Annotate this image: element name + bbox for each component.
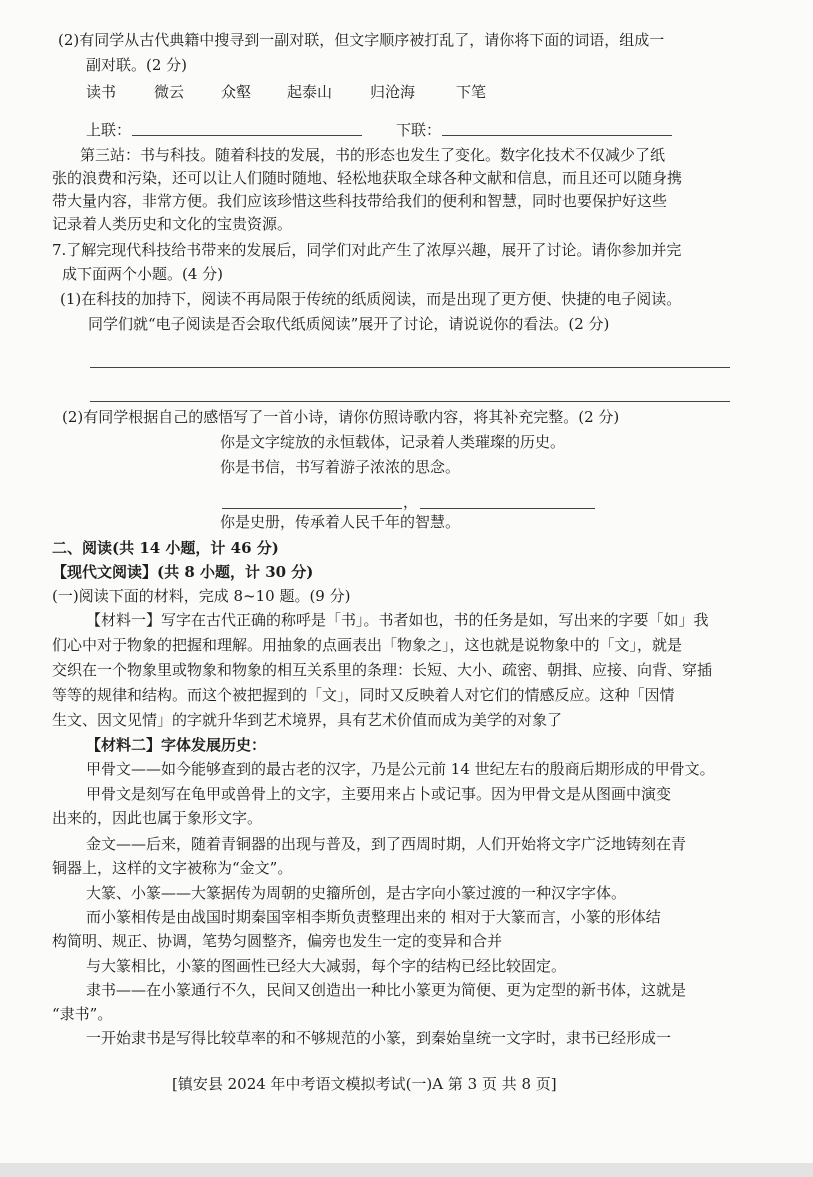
couplet-word: 下笔 (456, 83, 487, 101)
lower-couplet-answer-line[interactable] (442, 135, 672, 136)
q7-2-line1: (2)有同学根据自己的感悟写了一首小诗，请你仿照诗歌内容，将其补充完整。(2 分) (62, 408, 620, 426)
q7-1-line2: 同学们就“电子阅读是否会取代纸质阅读”展开了讨论，请说说你的看法。(2 分) (88, 315, 610, 333)
q7-1-answer-line[interactable] (90, 367, 730, 368)
q7-line1: 7.了解完现代科技给书带来的发展后，同学们对此产生了浓厚兴趣，展开了讨论。请你参加并完 (52, 241, 682, 259)
part1-intro: (一)阅读下面的材料，完成 8~10 题。(9 分) (52, 587, 351, 605)
poem-answer-line-2[interactable] (420, 508, 595, 509)
material1-line: 等等的规律和结构。而这个被把握到的「文」，同时又反映着人对它们的情感反应。这种「因情 (52, 686, 675, 704)
material2-line: 铜器上，这样的文字被称为“金文”。 (52, 859, 293, 877)
material1-line: 生文、因文见情」的字就升华到艺术境界，具有艺术价值而成为美学的对象了 (52, 711, 563, 729)
material1-line: 们心中对于物象的把握和理解。用抽象的点画表出「物象之」，这也就是说物象中的「文」，就是 (52, 636, 683, 654)
reading-section-title: 二、阅读(共 14 小题，计 46 分) (52, 539, 279, 557)
station3-line: 第三站：书与科技。随着科技的发展，书的形态也发生了变化。数字化技术不仅减少了纸 (80, 146, 666, 164)
material2-line: 大篆、小篆——大篆据传为周朝的史籀所创，是古字向小篆过渡的一种汉字字体。 (86, 884, 627, 902)
couplet-word: 读书 (86, 83, 117, 101)
q6-2-line2: 副对联。(2 分) (86, 56, 188, 74)
material2-line: 甲骨文——如今能够查到的最古老的汉字，乃是公元前 14 世纪左右的殷商后期形成的甲骨文。 (86, 760, 715, 778)
material1-line: 交织在一个物象里或物象和物象的相互关系里的条理：长短、大小、疏密、朝揖、应接、向背、穿插 (52, 661, 713, 679)
material2-line: 构简明、规正、协调，笔势匀圆整齐，偏旁也发生一定的变异和合并 (52, 932, 503, 950)
material2-line: 而小篆相传是由战国时期秦国宰相李斯负责整理出来的 相对于大篆而言，小篆的形体结 (86, 908, 661, 926)
poem-answer-line-1[interactable] (222, 508, 402, 509)
couplet-word: 众壑 (221, 83, 252, 101)
station3-line: 带大量内容，非常方便。我们应该珍惜这些科技带给我们的便利和智慧，同时也要保护好这些 (52, 192, 668, 210)
q7-line2: 成下面两个小题。(4 分) (62, 265, 224, 283)
material2-line: 金文——后来，随着青铜器的出现与普及，到了西周时期，人们开始将文字广泛地铸刻在青 (86, 835, 687, 853)
poem-answer-comma: ， (403, 493, 419, 511)
poem-line: 你是文字绽放的永恒载体，记录着人类璀璨的历史。 (220, 433, 566, 451)
upper-couplet-answer-line[interactable] (132, 135, 362, 136)
q7-1-answer-line[interactable] (90, 401, 730, 402)
poem-line: 你是史册，传承着人民千年的智慧。 (220, 513, 461, 531)
couplet-word: 归沧海 (370, 83, 416, 101)
station3-line: 记录着人类历史和文化的宝贵资源。 (52, 215, 293, 233)
couplet-word: 微云 (154, 83, 185, 101)
material2-line: 与大篆相比，小篆的图画性已经大大减弱，每个字的结构已经比较固定。 (86, 957, 567, 975)
material2-line: 出来的，因此也属于象形文字。 (52, 809, 263, 827)
material2-line: 一开始隶书是写得比较草率的和不够规范的小篆，到秦始皇统一文字时，隶书已经形成一 (86, 1029, 672, 1047)
scan-bottom-edge (0, 1163, 813, 1177)
station3-line: 张的浪费和污染，还可以让人们随时随地、轻松地获取全球各种文献和信息，而且还可以随身携 (52, 169, 683, 187)
material2-title: 【材料二】字体发展历史： (86, 736, 267, 754)
couplet-word: 起泰山 (287, 83, 333, 101)
page-footer: [镇安县 2024 年中考语文模拟考试(一)A 第 3 页 共 8 页] (172, 1075, 557, 1093)
q6-2-line1: (2)有同学从古代典籍中搜寻到一副对联，但文字顺序被打乱了，请你将下面的词语，组成一 (58, 31, 665, 49)
lower-couplet-label: 下联： (396, 121, 442, 139)
poem-line: 你是书信，书写着游子浓浓的思念。 (220, 458, 461, 476)
upper-couplet-label: 上联： (86, 121, 132, 139)
modern-reading-title: 【现代文阅读】(共 8 小题，计 30 分) (52, 563, 314, 581)
material1-line: 【材料一】写字在古代正确的称呼是「书」。书者如也，书的任务是如，写出来的字要「如」我 (86, 611, 709, 629)
material2-line: 甲骨文是刻写在龟甲或兽骨上的文字，主要用来占卜或记事。因为甲骨文是从图画中演变 (86, 785, 672, 803)
q7-1-line1: (1)在科技的加持下，阅读不再局限于传统的纸质阅读，而是出现了更方便、快捷的电子阅读。 (60, 290, 682, 308)
material2-line: “隶书”。 (52, 1005, 113, 1023)
material2-line: 隶书——在小篆通行不久，民间又创造出一种比小篆更为简便、更为定型的新书体，这就是 (86, 981, 687, 999)
